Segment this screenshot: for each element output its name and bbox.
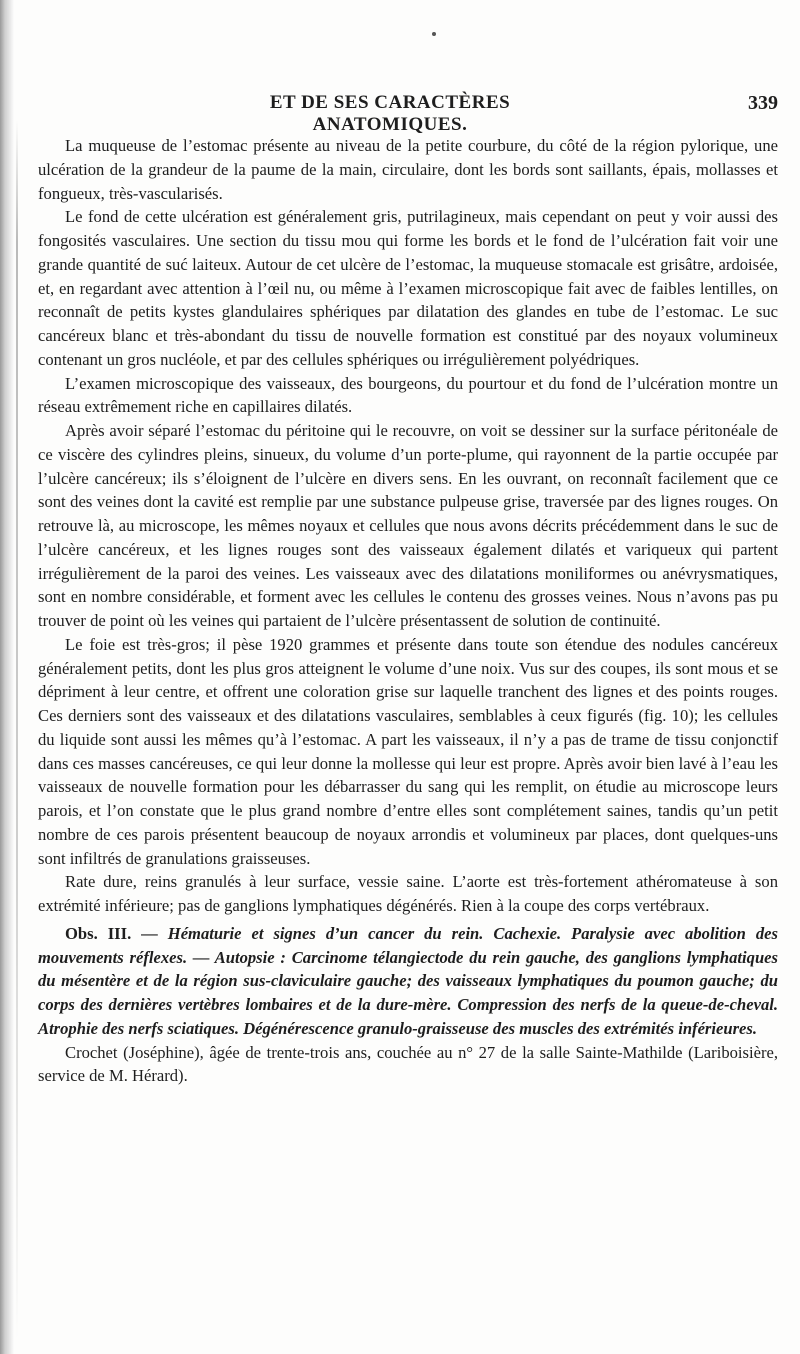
binding-shadow	[0, 0, 14, 1354]
paragraph: Le foie est très-gros; il pèse 1920 grammes et présente dans toute son étendue des nodules cancéreux généralement petits, dont les plus gros atteignent le volume d’une noix. Vus sur des coupes, ils sont mous et se dépriment à leur centre, et offrent une coloration grise sur laquelle tranchent des lignes et des points rouges. Ces derniers sont des vaisseaux et des dilatations vasculaires, semblables à ceux figurés (fig. 10); les cellules du liquide sont aussi les mêmes qu’à l’estomac. A part les vaisseaux, il n’y a pas de trame de tissu conjonctif dans ces masses cancéreuses, ce qui leur donne la mollesse qui leur est propre. Après avoir bien lavé à l’eau les vaisseaux de nouvelle formation pour les débarrasser du sang qui les remplit, on étudie au microscope leurs parois, et l’on constate que le plus grand nombre d’entre elles sont complétement saines, tandis qu’un petit nombre de ces parois présentent beaucoup de noyaux arrondis et volumineux par places, dont quelques-uns sont infiltrés de granulations graisseuses.	[38, 634, 778, 868]
paragraph: L’examen microscopique des vaisseaux, des bourgeons, du pourtour et du fond de l’ulcération montre un réseau extrêmement riche en capillaires dilatés.	[38, 373, 778, 417]
observation-label: Obs. III.	[65, 923, 132, 943]
paragraph: Le fond de cette ulcération est généralement gris, putrilagineux, mais cependant on peut y voir aussi des fongosités vasculaires. Une section du tissu mou qui forme les bords et le fond de l’ulcération fait voir une grande quantité de suć laiteux. Autour de cet ulcère de l’estomac, la muqueuse stomacale est grisâtre, ardoisée, et, en regardant avec attention à l’œil nu, ou même à l’examen microscopique fait avec de faibles lentilles, on reconnaît de petits kystes glandulaires sphériques par dilatation des glandes en tube de l’estomac. Le suc cancéreux blanc et très-abondant du tissu de nouvelle formation est constitué par des noyaux volumineux contenant un gros nucléole, et par des cellules sphériques ou irrégulièrement polyédriques.	[38, 207, 778, 369]
running-head	[0, 92, 800, 135]
paragraph: Crochet (Joséphine), âgée de trente-trois ans, couchée au n° 27 de la salle Sainte-Mathilde (Lariboisière, service de M. Hérard).	[38, 1042, 778, 1086]
observation-title: — Hématurie et signes d’un cancer du rein. Cachexie. Paralysie avec abolition des mouvements réflexes. — Autopsie : Carcinome télangiectode du rein gauche, des ganglions lymphatiques du mésentère et de la région sus-claviculaire gauche; des vaisseaux lymphatiques du poumon gauche; du corps des dernières vertèbres lombaires et de la dure-mère. Compression des nerfs de la queue-de-cheval. Atrophie des nerfs sciatiques. Dégénérescence granulo-graisseuse des muscles des extrémités inférieures.	[38, 923, 778, 1038]
body-text	[38, 134, 778, 1088]
page-number: 339	[748, 92, 778, 114]
paragraph: Rate dure, reins granulés à leur surface, vessie saine. L’aorte est très-fortement athéromateuse à son extrémité inférieure; pas de ganglions lymphatiques dégénérés. Rien à la coupe des corps vertébraux.	[38, 872, 778, 915]
speck-mark	[432, 32, 436, 36]
paragraph: Après avoir séparé l’estomac du péritoine qui le recouvre, on voit se dessiner sur la surface péritonéale de ce viscère des cylindres pleins, sinueux, du volume d’un porte-plume, qui rayonnent de la partie occupée par l’ulcère cancéreux; ils s’éloignent de l’ulcère en divers sens. En les ouvrant, on reconnaît facilement que ce sont des veines dont la cavité est remplie par une substance pulpeuse grise, traversée par des lignes rouges. On retrouve là, au microscope, les mêmes noyaux et cellules que nous avons décrits précédemment dans le suc de l’ulcère cancéreux, et les lignes rouges sont des vaisseaux également dilatés et variqueux qui partent irrégulièrement de la paroi des veines. Les vaisseaux avec des dilatations moniliformes ou anévrysmatiques, sont en nombre considérable, et forment avec les cellules le contenu des grosses veines. Nous n’avons pas pu trouver de point où les veines qui partaient de l’ulcère présentassent de solution de continuité.	[38, 421, 778, 630]
binding-line	[16, 120, 18, 1340]
paragraph: La muqueuse de l’estomac présente au niveau de la petite courbure, du côté de la région pylorique, une ulcération de la grandeur de la paume de la main, circulaire, dont les bords sont saillants, épais, mollasses et fongueux, très-vascularisés.	[38, 136, 778, 203]
observation-heading	[38, 922, 778, 1041]
running-title: ET DE SES CARACTÈRES ANATOMIQUES.	[269, 92, 511, 135]
